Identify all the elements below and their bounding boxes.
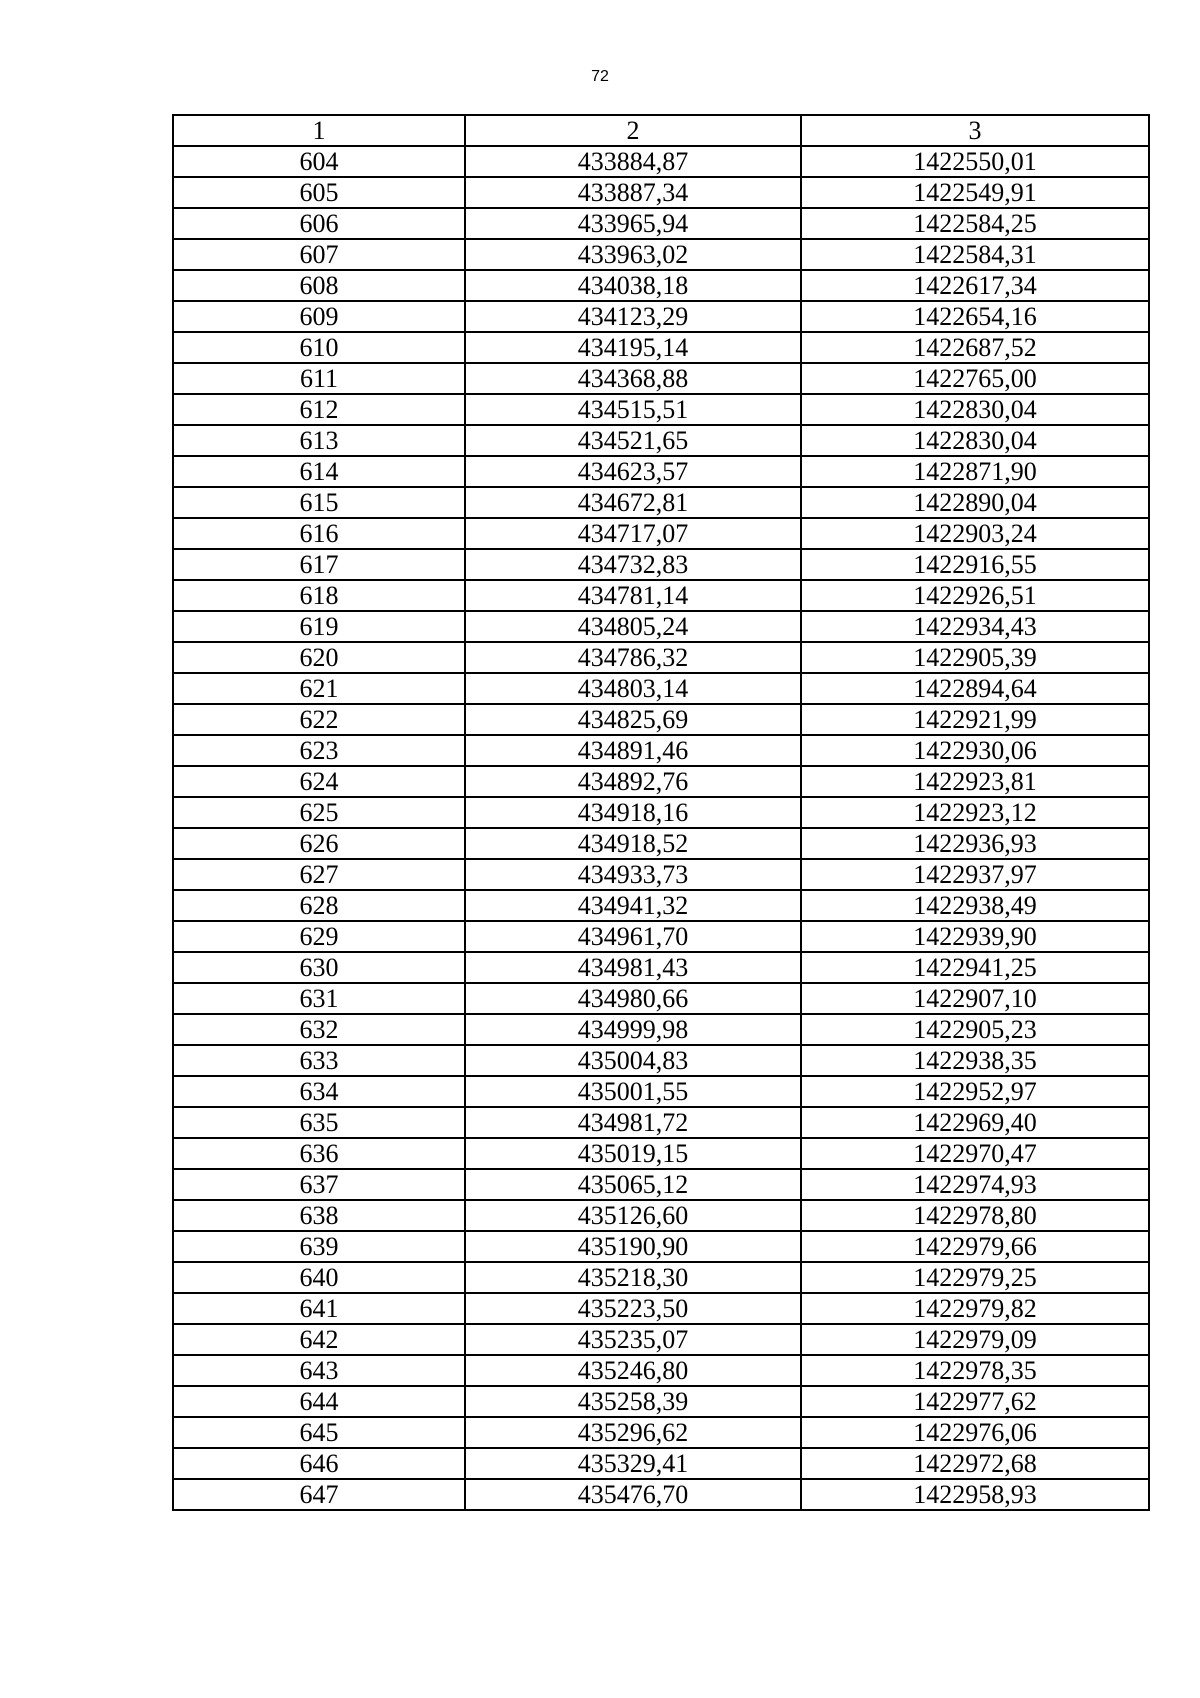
point-number-cell: 604	[173, 146, 465, 177]
table-row	[173, 208, 1149, 239]
x-coordinate-cell: 435476,70	[465, 1479, 801, 1510]
y-coordinate-cell: 1422916,55	[801, 549, 1149, 580]
x-coordinate-cell: 434918,52	[465, 828, 801, 859]
y-coordinate-cell: 1422979,09	[801, 1324, 1149, 1355]
table-row	[173, 146, 1149, 177]
x-coordinate-cell: 434786,32	[465, 642, 801, 673]
x-coordinate-cell: 434961,70	[465, 921, 801, 952]
table-row	[173, 177, 1149, 208]
table-row	[173, 1138, 1149, 1169]
y-coordinate-cell: 1422654,16	[801, 301, 1149, 332]
point-number-cell: 615	[173, 487, 465, 518]
y-coordinate-cell: 1422584,31	[801, 239, 1149, 270]
point-number-cell: 608	[173, 270, 465, 301]
x-coordinate-cell: 435190,90	[465, 1231, 801, 1262]
table-row	[173, 704, 1149, 735]
table-row	[173, 549, 1149, 580]
x-coordinate-cell: 435126,60	[465, 1200, 801, 1231]
y-coordinate-cell: 1422970,47	[801, 1138, 1149, 1169]
point-number-cell: 606	[173, 208, 465, 239]
y-coordinate-cell: 1422921,99	[801, 704, 1149, 735]
table-row	[173, 394, 1149, 425]
table-row	[173, 1448, 1149, 1479]
point-number-cell: 618	[173, 580, 465, 611]
point-number-cell: 635	[173, 1107, 465, 1138]
point-number-cell: 623	[173, 735, 465, 766]
column-header-2: 2	[465, 115, 801, 146]
table-row	[173, 952, 1149, 983]
y-coordinate-cell: 1422976,06	[801, 1417, 1149, 1448]
table-row	[173, 1262, 1149, 1293]
table-row	[173, 580, 1149, 611]
point-number-cell: 645	[173, 1417, 465, 1448]
point-number-cell: 617	[173, 549, 465, 580]
table-row	[173, 301, 1149, 332]
table-row	[173, 1045, 1149, 1076]
x-coordinate-cell: 434918,16	[465, 797, 801, 828]
table-row	[173, 1076, 1149, 1107]
y-coordinate-cell: 1422941,25	[801, 952, 1149, 983]
y-coordinate-cell: 1422936,93	[801, 828, 1149, 859]
y-coordinate-cell: 1422979,66	[801, 1231, 1149, 1262]
table-row	[173, 983, 1149, 1014]
x-coordinate-cell: 434933,73	[465, 859, 801, 890]
y-coordinate-cell: 1422938,49	[801, 890, 1149, 921]
table-row	[173, 797, 1149, 828]
point-number-cell: 611	[173, 363, 465, 394]
point-number-cell: 644	[173, 1386, 465, 1417]
x-coordinate-cell: 433887,34	[465, 177, 801, 208]
x-coordinate-cell: 434981,43	[465, 952, 801, 983]
x-coordinate-cell: 434892,76	[465, 766, 801, 797]
y-coordinate-cell: 1422894,64	[801, 673, 1149, 704]
point-number-cell: 612	[173, 394, 465, 425]
y-coordinate-cell: 1422952,97	[801, 1076, 1149, 1107]
table-row	[173, 611, 1149, 642]
x-coordinate-cell: 435065,12	[465, 1169, 801, 1200]
point-number-cell: 634	[173, 1076, 465, 1107]
y-coordinate-cell: 1422979,82	[801, 1293, 1149, 1324]
x-coordinate-cell: 433965,94	[465, 208, 801, 239]
table-row	[173, 1386, 1149, 1417]
x-coordinate-cell: 435258,39	[465, 1386, 801, 1417]
column-header-3: 3	[801, 115, 1149, 146]
y-coordinate-cell: 1422765,00	[801, 363, 1149, 394]
y-coordinate-cell: 1422687,52	[801, 332, 1149, 363]
table-row	[173, 859, 1149, 890]
x-coordinate-cell: 434891,46	[465, 735, 801, 766]
table-row	[173, 456, 1149, 487]
point-number-cell: 646	[173, 1448, 465, 1479]
x-coordinate-cell: 435246,80	[465, 1355, 801, 1386]
point-number-cell: 630	[173, 952, 465, 983]
x-coordinate-cell: 434521,65	[465, 425, 801, 456]
x-coordinate-cell: 435004,83	[465, 1045, 801, 1076]
table-row	[173, 766, 1149, 797]
x-coordinate-cell: 434805,24	[465, 611, 801, 642]
table-row	[173, 1479, 1149, 1510]
point-number-cell: 643	[173, 1355, 465, 1386]
point-number-cell: 624	[173, 766, 465, 797]
y-coordinate-cell: 1422830,04	[801, 394, 1149, 425]
table-row	[173, 828, 1149, 859]
table-row	[173, 1200, 1149, 1231]
x-coordinate-cell: 435218,30	[465, 1262, 801, 1293]
table-row	[173, 1014, 1149, 1045]
y-coordinate-cell: 1422972,68	[801, 1448, 1149, 1479]
x-coordinate-cell: 434825,69	[465, 704, 801, 735]
x-coordinate-cell: 435001,55	[465, 1076, 801, 1107]
table-header-row	[173, 115, 1149, 146]
y-coordinate-cell: 1422830,04	[801, 425, 1149, 456]
coordinates-table	[172, 114, 1150, 1511]
point-number-cell: 609	[173, 301, 465, 332]
y-coordinate-cell: 1422937,97	[801, 859, 1149, 890]
table-row	[173, 363, 1149, 394]
y-coordinate-cell: 1422871,90	[801, 456, 1149, 487]
point-number-cell: 622	[173, 704, 465, 735]
table-row	[173, 921, 1149, 952]
point-number-cell: 621	[173, 673, 465, 704]
y-coordinate-cell: 1422934,43	[801, 611, 1149, 642]
table-row	[173, 332, 1149, 363]
y-coordinate-cell: 1422923,12	[801, 797, 1149, 828]
table-row	[173, 642, 1149, 673]
table-row	[173, 270, 1149, 301]
point-number-cell: 607	[173, 239, 465, 270]
y-coordinate-cell: 1422930,06	[801, 735, 1149, 766]
x-coordinate-cell: 434781,14	[465, 580, 801, 611]
table-row	[173, 673, 1149, 704]
y-coordinate-cell: 1422617,34	[801, 270, 1149, 301]
x-coordinate-cell: 433963,02	[465, 239, 801, 270]
point-number-cell: 631	[173, 983, 465, 1014]
point-number-cell: 629	[173, 921, 465, 952]
table-row	[173, 487, 1149, 518]
y-coordinate-cell: 1422890,04	[801, 487, 1149, 518]
x-coordinate-cell: 433884,87	[465, 146, 801, 177]
point-number-cell: 613	[173, 425, 465, 456]
table-row	[173, 1169, 1149, 1200]
x-coordinate-cell: 434038,18	[465, 270, 801, 301]
x-coordinate-cell: 435235,07	[465, 1324, 801, 1355]
x-coordinate-cell: 434999,98	[465, 1014, 801, 1045]
point-number-cell: 616	[173, 518, 465, 549]
table-row	[173, 425, 1149, 456]
x-coordinate-cell: 434717,07	[465, 518, 801, 549]
x-coordinate-cell: 434803,14	[465, 673, 801, 704]
column-header-1: 1	[173, 115, 465, 146]
point-number-cell: 642	[173, 1324, 465, 1355]
x-coordinate-cell: 434672,81	[465, 487, 801, 518]
table-row	[173, 890, 1149, 921]
x-coordinate-cell: 434732,83	[465, 549, 801, 580]
x-coordinate-cell: 434515,51	[465, 394, 801, 425]
point-number-cell: 641	[173, 1293, 465, 1324]
x-coordinate-cell: 435296,62	[465, 1417, 801, 1448]
point-number-cell: 639	[173, 1231, 465, 1262]
y-coordinate-cell: 1422550,01	[801, 146, 1149, 177]
x-coordinate-cell: 434941,32	[465, 890, 801, 921]
table-row	[173, 1107, 1149, 1138]
point-number-cell: 636	[173, 1138, 465, 1169]
y-coordinate-cell: 1422958,93	[801, 1479, 1149, 1510]
point-number-cell: 647	[173, 1479, 465, 1510]
y-coordinate-cell: 1422977,62	[801, 1386, 1149, 1417]
table-row	[173, 735, 1149, 766]
y-coordinate-cell: 1422938,35	[801, 1045, 1149, 1076]
point-number-cell: 633	[173, 1045, 465, 1076]
y-coordinate-cell: 1422584,25	[801, 208, 1149, 239]
point-number-cell: 632	[173, 1014, 465, 1045]
point-number-cell: 627	[173, 859, 465, 890]
x-coordinate-cell: 434195,14	[465, 332, 801, 363]
y-coordinate-cell: 1422969,40	[801, 1107, 1149, 1138]
point-number-cell: 637	[173, 1169, 465, 1200]
table-row	[173, 1231, 1149, 1262]
y-coordinate-cell: 1422978,35	[801, 1355, 1149, 1386]
table-body	[173, 146, 1149, 1510]
point-number-cell: 605	[173, 177, 465, 208]
x-coordinate-cell: 434368,88	[465, 363, 801, 394]
y-coordinate-cell: 1422926,51	[801, 580, 1149, 611]
x-coordinate-cell: 434980,66	[465, 983, 801, 1014]
y-coordinate-cell: 1422978,80	[801, 1200, 1149, 1231]
point-number-cell: 625	[173, 797, 465, 828]
table-row	[173, 1417, 1149, 1448]
table-row	[173, 518, 1149, 549]
y-coordinate-cell: 1422979,25	[801, 1262, 1149, 1293]
table-row	[173, 1324, 1149, 1355]
y-coordinate-cell: 1422974,93	[801, 1169, 1149, 1200]
x-coordinate-cell: 434123,29	[465, 301, 801, 332]
point-number-cell: 626	[173, 828, 465, 859]
x-coordinate-cell: 435223,50	[465, 1293, 801, 1324]
point-number-cell: 610	[173, 332, 465, 363]
point-number-cell: 628	[173, 890, 465, 921]
point-number-cell: 614	[173, 456, 465, 487]
y-coordinate-cell: 1422939,90	[801, 921, 1149, 952]
page-number: 72	[591, 68, 609, 85]
point-number-cell: 640	[173, 1262, 465, 1293]
table-row	[173, 239, 1149, 270]
table-row	[173, 1293, 1149, 1324]
y-coordinate-cell: 1422905,39	[801, 642, 1149, 673]
y-coordinate-cell: 1422549,91	[801, 177, 1149, 208]
x-coordinate-cell: 434623,57	[465, 456, 801, 487]
point-number-cell: 619	[173, 611, 465, 642]
y-coordinate-cell: 1422907,10	[801, 983, 1149, 1014]
y-coordinate-cell: 1422903,24	[801, 518, 1149, 549]
point-number-cell: 638	[173, 1200, 465, 1231]
y-coordinate-cell: 1422905,23	[801, 1014, 1149, 1045]
y-coordinate-cell: 1422923,81	[801, 766, 1149, 797]
x-coordinate-cell: 434981,72	[465, 1107, 801, 1138]
x-coordinate-cell: 435019,15	[465, 1138, 801, 1169]
point-number-cell: 620	[173, 642, 465, 673]
x-coordinate-cell: 435329,41	[465, 1448, 801, 1479]
table-row	[173, 1355, 1149, 1386]
